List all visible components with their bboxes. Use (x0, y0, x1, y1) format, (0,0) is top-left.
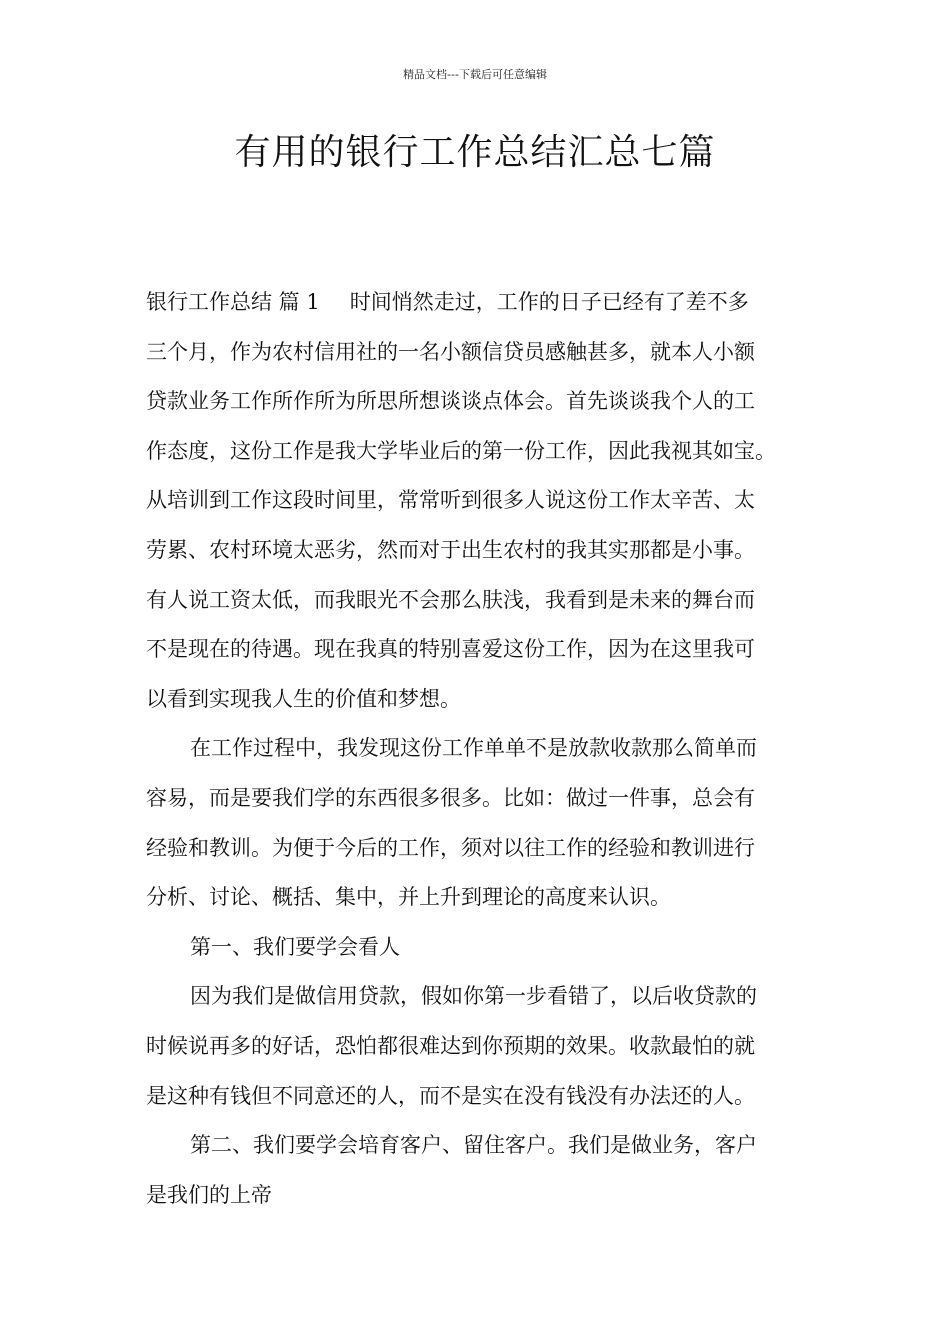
paragraph-line: 时候说再多的好话，恐怕都很难达到你预期的效果。收款最怕的就 (146, 1033, 755, 1058)
line-text: 时间悄然走过，工作的日子已经有了差不多 (349, 290, 749, 314)
paragraph-line: 劳累、农村环境太恶劣，然而对于出生农村的我其实那都是小事。 (146, 537, 755, 562)
paragraph-line: 第二、我们要学会培育客户、留住客户。我们是做业务，客户 (190, 1133, 757, 1158)
paragraph-line: 是这种有钱但不同意还的人，而不是实在没有钱没有办法还的人。 (146, 1083, 755, 1108)
paragraph-line: 在工作过程中，我发现这份工作单单不是放款收款那么简单而 (190, 736, 757, 761)
paragraph-line: 作态度，这份工作是我大学毕业后的第一份工作，因此我视其如宝。 (146, 438, 776, 463)
paragraph-line: 容易，而是要我们学的东西很多很多。比如：做过一件事，总会有 (146, 785, 755, 810)
section-heading: 第一、我们要学会看人 (190, 934, 400, 959)
document-title: 有用的银行工作总结汇总七篇 (234, 132, 716, 173)
document-body (146, 282, 808, 1224)
paragraph-line: 经验和教训。为便于今后的工作，须对以往工作的经验和教训进行 (146, 835, 755, 860)
paragraph-line: 分析、讨论、概括、集中，并上升到理论的高度来认识。 (146, 885, 671, 910)
paragraph-line: 不是现在的待遇。现在我真的特别喜爱这份工作，因为在这里我可 (146, 637, 755, 662)
paragraph-line: 贷款业务工作所作所为所思所想谈谈点体会。首先谈谈我个人的工 (146, 389, 755, 414)
paragraph-line: 是我们的上帝 (146, 1182, 272, 1207)
paragraph-line: 因为我们是做信用贷款，假如你第一步看错了，以后收贷款的 (190, 984, 757, 1009)
paragraph-line: 有人说工资太低，而我眼光不会那么肤浅，我看到是未来的舞台而 (146, 587, 755, 612)
paragraph-line (146, 282, 808, 332)
header-note: 精品文档---下载后可任意编辑 (403, 68, 547, 81)
section-label: 银行工作总结 篇 1 (146, 290, 320, 314)
paragraph-line: 以看到实现我人生的价值和梦想。 (146, 686, 461, 711)
paragraph-line: 从培训到工作这段时间里，常常听到很多人说这份工作太辛苦、太 (146, 488, 755, 513)
paragraph-line: 三个月，作为农村信用社的一名小额信贷员感触甚多，就本人小额 (146, 339, 755, 364)
